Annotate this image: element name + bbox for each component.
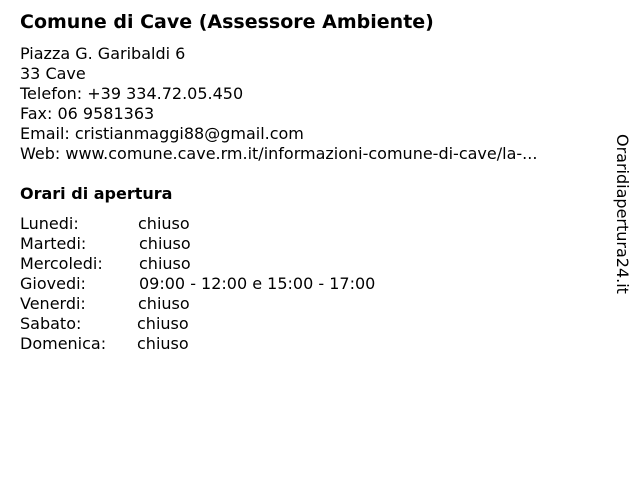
hours-value: chiuso [138, 214, 190, 233]
page-title: Comune di Cave (Assessore Ambiente) [20, 11, 434, 33]
hours-row-sunday [20, 334, 440, 354]
hours-row-friday [20, 294, 440, 314]
hours-value: chiuso [137, 334, 189, 353]
hours-row-wednesday [20, 254, 440, 274]
fax-line: Fax: 06 9581363 [20, 104, 155, 123]
day-label: Lunedi: [20, 214, 79, 233]
day-label: Martedi: [20, 234, 87, 253]
phone-line[interactable]: Telefon: +39 334.72.05.450 [20, 84, 244, 103]
city-line: 33 Cave [20, 64, 86, 83]
opening-hours-title: Orari di apertura [20, 184, 173, 203]
brand-text[interactable]: Oraridiapertura24.it [613, 134, 632, 294]
hours-value: chiuso [139, 254, 191, 273]
hours-row-monday [20, 214, 440, 234]
opening-hours-table [20, 214, 440, 354]
hours-value: 09:00 - 12:00 e 15:00 - 17:00 [139, 274, 376, 293]
hours-row-tuesday [20, 234, 440, 254]
address-line: Piazza G. Garibaldi 6 [20, 44, 186, 63]
email-line[interactable]: Email: cristianmaggi88@gmail.com [20, 124, 304, 143]
day-label: Giovedi: [20, 274, 86, 293]
day-label: Mercoledi: [20, 254, 103, 273]
day-label: Sabato: [20, 314, 82, 333]
hours-value: chiuso [139, 234, 191, 253]
hours-row-thursday [20, 274, 440, 294]
hours-value: chiuso [137, 314, 189, 333]
hours-row-saturday [20, 314, 440, 334]
contact-info [20, 44, 537, 164]
day-label: Domenica: [20, 334, 107, 353]
day-label: Venerdi: [20, 294, 86, 313]
web-line[interactable]: Web: www.comune.cave.rm.it/informazioni-comune-di-cave/la-... [20, 144, 538, 163]
brand-watermark [612, 134, 632, 310]
hours-value: chiuso [138, 294, 190, 313]
